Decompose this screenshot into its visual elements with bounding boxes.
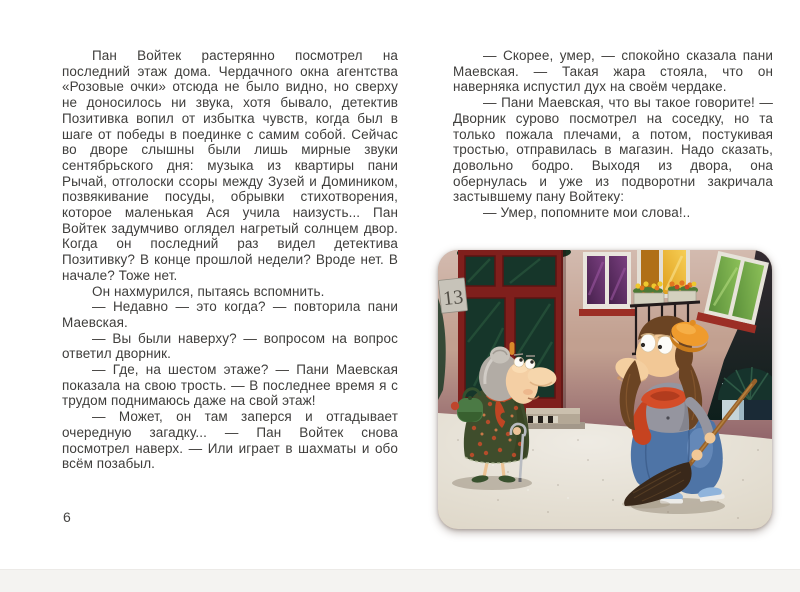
scan-page-edge <box>0 569 800 592</box>
janitor-hand <box>692 450 703 461</box>
paragraph: — Скорее, умер, — спокойно сказала пани Маевская. — Такая жара стояла, что он наверняка испустил дух на своём чердаке. <box>453 48 773 95</box>
lady-handbag <box>457 396 483 422</box>
paragraph: — Где, на шестом этаже? — Пани Маевская показала на свою трость. — В последнее время я с трудом поднимаюсь даже на свой этаж! <box>62 362 398 409</box>
right-page-text <box>453 48 773 221</box>
paragraph: Он нахмурился, пытаясь вспомнить. <box>92 283 325 299</box>
door-handle <box>510 342 515 355</box>
window-purple <box>579 252 635 316</box>
checker-tiles <box>528 416 558 423</box>
svg-text:13: 13 <box>442 286 465 310</box>
lady-hand-glove <box>451 402 459 410</box>
illustration-courtyard <box>438 250 772 529</box>
paragraph: — Может, он там заперся и отгадывает очередную загадку... — Пан Войтек снова посмотрел наверх. — Или играет в шахматы и обо всём позабыл. <box>62 409 398 472</box>
lady-hand <box>513 427 521 435</box>
window-sill <box>579 309 635 316</box>
paragraph: — Недавно — это когда? — повторила пани Маевская. <box>62 299 398 330</box>
janitor-hand <box>705 433 716 444</box>
illustration-svg <box>438 250 772 529</box>
left-page-text <box>62 48 398 472</box>
doorstep <box>521 408 585 429</box>
paragraph: Пан Войтек растерянно посмотрел на последний этаж дома. Чердачного окна агентства «Розовые очки» отсюда не было видно, но сверху не доносилось ни звука, хотя бывало, детектив Позитивка вопил от избытка чувств, когда был в шаге от победы в поединке с самим собой. Сейчас во дворе слышны были лишь мирные звуки сентябрьского дня: музыка из квартиры пани Рычай, отголоски ссоры между Зузей и Домиником, позвякивание посуды, обрывки стихотворения, которое маленькая Ася учила наизусть... Пан Войтек задумчиво оглядел нагретый солнцем двор. Когда он последний раз видел детектива Позитивку? В конце прошлой недели? Вроде нет. В начале? Тоже нет. <box>62 48 398 283</box>
paragraph: — Умер, попомните мои слова!.. <box>483 205 691 221</box>
page-number: 6 <box>63 509 71 525</box>
house-number-sign <box>438 278 467 314</box>
paragraph: — Пани Маевская, что вы такое говорите! — Дворник сурово посмотрел на соседку, но та только пожала плечами, а потом, постукивая тростью, отправилась в магазин. Надо сказать, довольно бодро. Выходя из двора, она обернулась и уже из подворотни закричала застывшему пану Войтеку: <box>453 95 773 205</box>
paragraph: — Вы были наверху? — вопросом на вопрос ответил дворник. <box>62 330 398 362</box>
